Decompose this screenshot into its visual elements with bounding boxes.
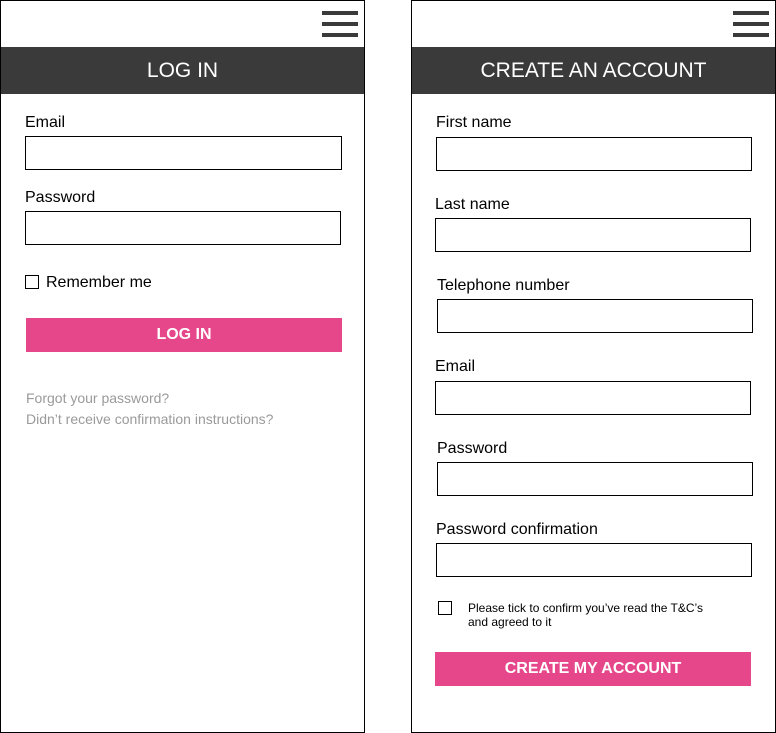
login-password-field[interactable]: [25, 211, 341, 245]
login-email-field[interactable]: [25, 136, 342, 170]
first-name-label: First name: [436, 114, 512, 131]
signup-password-label: Password: [437, 440, 508, 457]
first-name-field[interactable]: [436, 137, 752, 171]
terms-label-line1: Please tick to confirm you’ve read the T&C’s: [468, 601, 703, 615]
create-account-button[interactable]: CREATE MY ACCOUNT: [435, 652, 751, 686]
login-header-title: LOG IN: [1, 47, 364, 94]
confirmation-instructions-link[interactable]: Didn’t receive confirmation instructions?: [26, 411, 274, 427]
login-button[interactable]: LOG IN: [26, 318, 342, 352]
signup-screen: [411, 0, 776, 733]
terms-label-line2: and agreed to it: [468, 615, 552, 629]
login-screen: [0, 0, 365, 733]
signup-header-title: CREATE AN ACCOUNT: [412, 47, 775, 94]
signup-password-field[interactable]: [437, 462, 753, 496]
telephone-label: Telephone number: [437, 277, 570, 294]
remember-me-label: Remember me: [46, 274, 152, 291]
hamburger-menu-icon[interactable]: [733, 10, 769, 38]
signup-email-label: Email: [435, 358, 476, 375]
terms-label: [468, 601, 728, 629]
login-email-label: Email: [25, 114, 66, 131]
password-confirmation-label: Password confirmation: [436, 521, 598, 538]
signup-email-field[interactable]: [435, 381, 751, 415]
terms-checkbox[interactable]: [438, 601, 452, 615]
last-name-label: Last name: [435, 196, 510, 213]
last-name-field[interactable]: [435, 218, 751, 252]
password-confirmation-field[interactable]: [436, 543, 752, 577]
forgot-password-link[interactable]: Forgot your password?: [26, 390, 170, 406]
login-password-label: Password: [25, 189, 96, 206]
telephone-field[interactable]: [437, 299, 753, 333]
remember-me-checkbox[interactable]: [25, 275, 39, 289]
hamburger-menu-icon[interactable]: [322, 10, 358, 38]
